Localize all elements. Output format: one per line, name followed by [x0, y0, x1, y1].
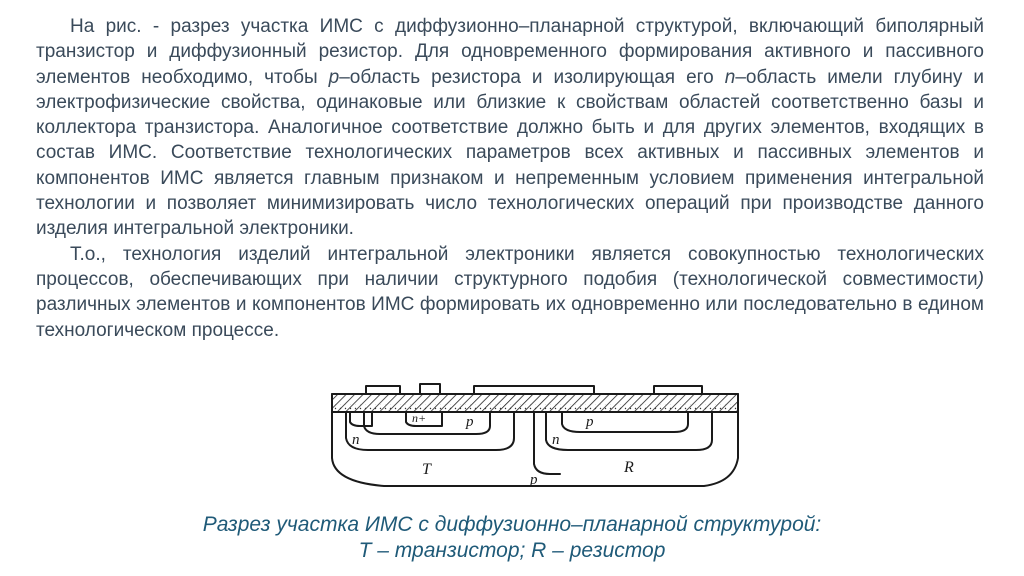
- label-p-resistor: p: [586, 414, 594, 430]
- paragraph-2-part-1: Т.о., технология изделий интегральной электроники является совокупностью технологических процессов, обеспечивающих при наличии структурного подобия (технологической совместимости: [36, 243, 984, 290]
- caption-line-2: Т – транзистор; R – резистор: [358, 539, 666, 562]
- label-p-substrate: p: [530, 472, 538, 488]
- contact-emitter: [366, 386, 400, 394]
- cross-section-drawing: [324, 382, 744, 500]
- paragraph-1: [36, 14, 984, 242]
- label-p-transistor: p: [466, 414, 474, 430]
- closing-paren: ): [977, 268, 984, 290]
- p-resistor-region: [562, 412, 688, 432]
- contact-base: [420, 384, 440, 394]
- paragraph-2: [36, 242, 984, 343]
- label-R: R: [624, 459, 634, 476]
- label-n-plus: n+: [412, 411, 427, 425]
- paragraph-1-part-1: На рис. - разрез участка ИМС с диффузионно–планарной структурой, включающий биполярный транзистор и диффузионный резистор. Для одновременного формирования активного и пассивного элементов необходимо, чтобы: [36, 16, 984, 88]
- paragraph-1-part-3: –область имели глубину и электрофизические свойства, одинаковые или близкие к свойствам областей соответственно базы и коллектора транзистора. Аналогичное соответствие должно быть и для других элементов, входящих в состав ИМС. Соответствие технологических параметров всех активных и пассивных элементов и компонентов ИМС является главным признаком и непременным условием применения интегральной технологии и позволяет минимизировать число технологических операций при производстве данного изделия интегральной электроники.: [36, 66, 984, 240]
- figure-caption: [0, 512, 1024, 564]
- ims-cross-section-figure: [324, 382, 744, 500]
- p-region-letter: p: [328, 66, 340, 88]
- caption-line-1: Разрез участка ИМС с диффузионно–планарной структурой:: [202, 513, 822, 536]
- contact-resistor: [654, 386, 702, 394]
- label-T: T: [422, 461, 431, 478]
- label-n-left: n: [352, 432, 360, 448]
- body-text: [36, 14, 984, 343]
- paragraph-2-part-2: различных элементов и компонентов ИМС формировать их одновременно или последовательно в едином технологическом процессе.: [36, 294, 984, 341]
- label-n-right: n: [552, 432, 560, 448]
- contact-collector: [474, 386, 594, 394]
- n-region-letter: n: [724, 66, 736, 88]
- paragraph-1-part-2: –область резистора и изолирующая его: [339, 66, 725, 88]
